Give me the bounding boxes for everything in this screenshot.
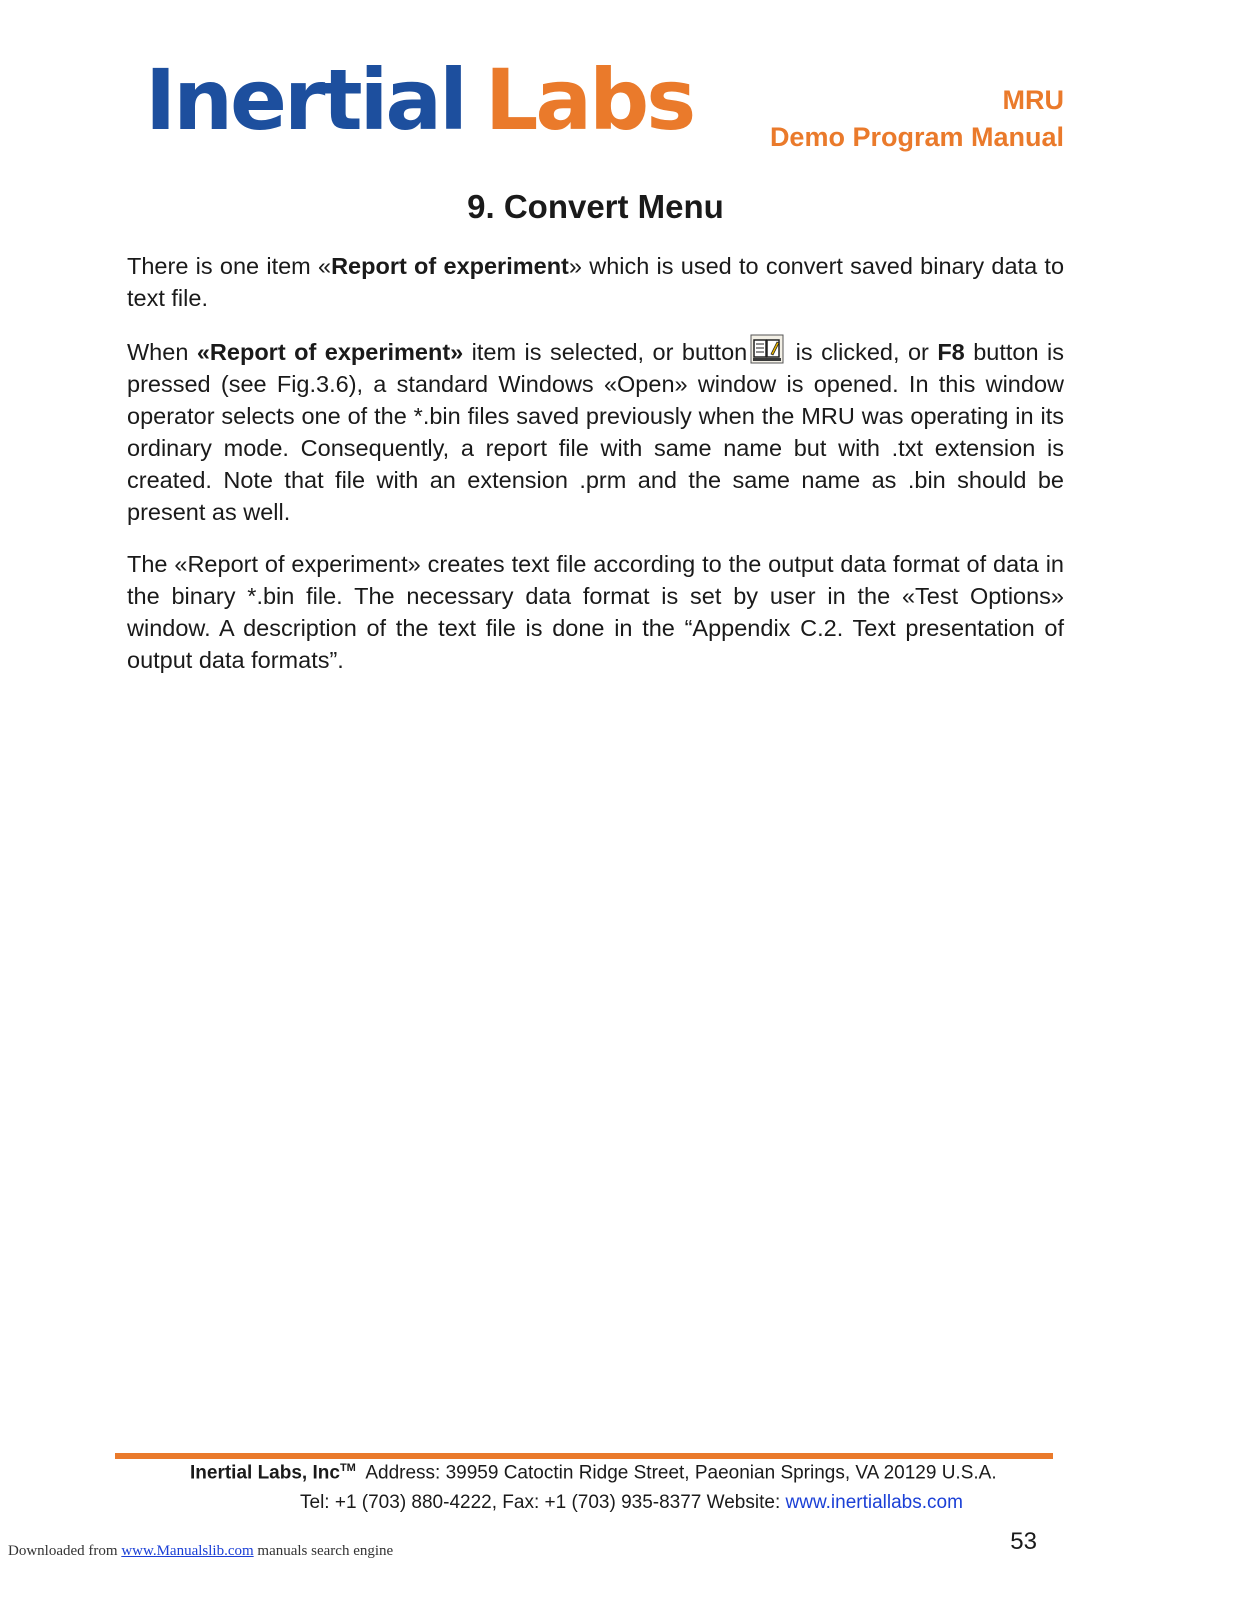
footer-contact: Tel: +1 (703) 880-4222, Fax: +1 (703) 935-8377 Website:: [300, 1492, 786, 1513]
paragraph-2-bold: «Report of experiment»: [196, 339, 464, 365]
footer-divider: [115, 1453, 1053, 1459]
body-text: [127, 250, 1064, 696]
footer-website-link[interactable]: www.inertiallabs.com: [785, 1492, 963, 1513]
paragraph-2-key: F8: [937, 339, 965, 365]
footer-contact-line: [300, 1492, 963, 1514]
footer-address: Address: 39959 Catoctin Ridge Street, Paeonian Springs, VA 20129 U.S.A.: [365, 1462, 997, 1484]
download-note-suffix: manuals search engine: [253, 1543, 394, 1559]
logo-inertial: Inertial: [145, 51, 465, 149]
download-note: [8, 1543, 393, 1560]
manualslib-link[interactable]: www.Manualslib.com: [121, 1543, 254, 1559]
download-note-prefix: Downloaded from: [8, 1543, 122, 1559]
document-title-name: Demo Program Manual: [769, 122, 1064, 152]
footer-company: Inertial Labs, Inc: [190, 1462, 340, 1484]
paragraph-1-text-a: There is one item «: [127, 253, 332, 279]
report-of-experiment-icon: [750, 334, 784, 364]
paragraph-3: The «Report of experiment» creates text file according to the output data format of data in the binary *.bin file. The necessary data format is set by user in the «Test Options» window. A description of the text file is done in the “Appendix C.2. Text presentation of output data formats”.: [127, 551, 1064, 673]
document-title: [770, 82, 1064, 156]
footer-trademark: TM: [339, 1462, 356, 1474]
paragraph-2: [127, 334, 1064, 528]
footer-address-line: [190, 1462, 997, 1484]
document-title-product: MRU: [1002, 85, 1064, 115]
paragraph-1-bold: Report of experiment: [331, 253, 569, 279]
paragraph-2-text-a: When: [127, 339, 197, 365]
paragraph-2-text-c: item is selected, or button: [463, 339, 748, 365]
paragraph-2-text-f: button is pressed (see Fig.3.6), a standard Windows «Open» window is opened. In this window operator selects one of the *.bin files saved previously when the MRU was operating in its ordinary mode. Consequently, a report file with same name but with .txt extension is created. Note that file with an extension .prm and the same name as .bin should be present as well.: [127, 339, 1064, 525]
inertial-labs-logo: [145, 51, 694, 149]
paragraph-1-text-c: » which is used to convert saved binary data to text file.: [127, 253, 1065, 311]
section-heading: 9. Convert Menu: [467, 188, 724, 225]
paragraph-2-text-d: is clicked, or: [787, 339, 938, 365]
logo-labs: Labs: [484, 51, 694, 149]
page-number: 53: [1010, 1528, 1037, 1555]
paragraph-1: [127, 250, 1064, 314]
